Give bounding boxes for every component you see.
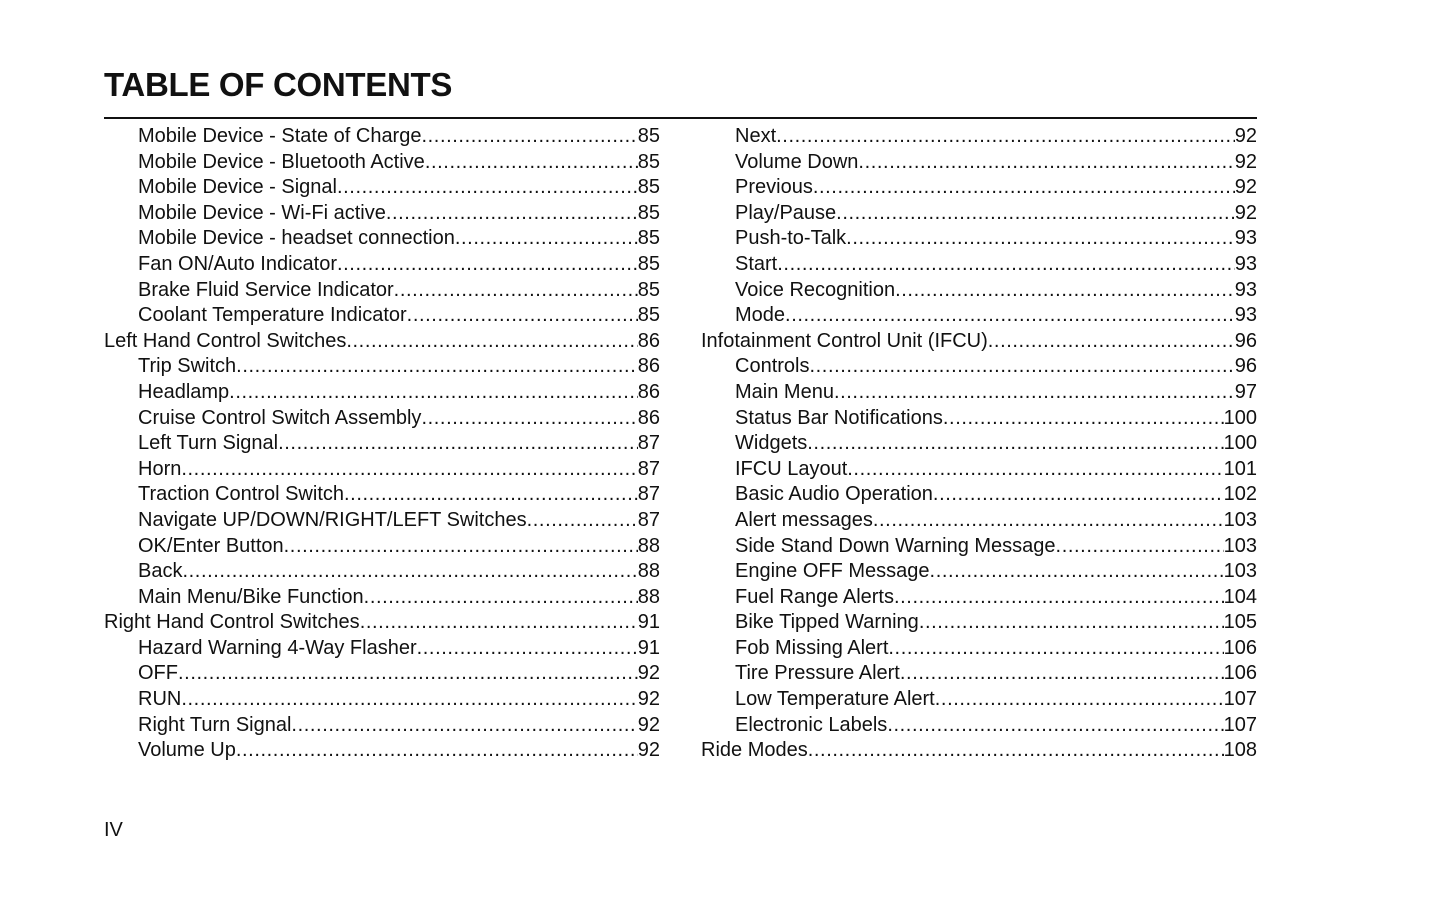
toc-entry-label: Widgets bbox=[735, 432, 808, 455]
toc-entry[interactable] bbox=[104, 124, 660, 150]
toc-entry-page: 100 bbox=[1223, 432, 1257, 455]
toc-entry-label: Trip Switch bbox=[138, 355, 237, 378]
toc-entry-page: 85 bbox=[637, 201, 660, 224]
toc-entry-label: Alert messages bbox=[735, 508, 873, 531]
toc-entry-label: Mode bbox=[735, 304, 786, 327]
toc-entry[interactable] bbox=[104, 534, 660, 560]
toc-dot-leader bbox=[181, 687, 637, 713]
toc-entry-label: OK/Enter Button bbox=[138, 534, 284, 557]
toc-entry-page: 92 bbox=[637, 688, 660, 711]
toc-dot-leader bbox=[229, 380, 638, 406]
toc-entry-page: 92 bbox=[1234, 176, 1257, 199]
toc-entry[interactable] bbox=[701, 226, 1257, 252]
toc-dot-leader bbox=[834, 380, 1235, 406]
toc-dot-leader bbox=[407, 303, 638, 329]
toc-entry-page: 85 bbox=[637, 304, 660, 327]
toc-dot-leader bbox=[417, 636, 638, 662]
toc-entry[interactable] bbox=[104, 508, 660, 534]
toc-entry[interactable] bbox=[104, 457, 660, 483]
toc-entry[interactable] bbox=[701, 124, 1257, 150]
toc-entry[interactable] bbox=[701, 738, 1257, 764]
toc-dot-leader bbox=[425, 150, 638, 176]
toc-entry-label: IFCU Layout bbox=[735, 457, 848, 480]
toc-entry-page: 86 bbox=[637, 355, 660, 378]
toc-entry-page: 92 bbox=[637, 662, 660, 685]
toc-entry-page: 93 bbox=[1234, 278, 1257, 301]
toc-entry[interactable] bbox=[701, 175, 1257, 201]
toc-dot-leader bbox=[846, 226, 1235, 252]
toc-entry-page: 86 bbox=[637, 380, 660, 403]
toc-dot-leader bbox=[181, 457, 637, 483]
toc-entry-label: Left Hand Control Switches bbox=[104, 329, 347, 352]
toc-entry-label: Right Turn Signal bbox=[138, 713, 292, 736]
toc-entry[interactable] bbox=[104, 354, 660, 380]
toc-entry[interactable] bbox=[104, 252, 660, 278]
toc-entry-label: Fuel Range Alerts bbox=[735, 585, 894, 608]
toc-entry-page: 85 bbox=[637, 278, 660, 301]
toc-dot-leader bbox=[337, 175, 638, 201]
toc-entry[interactable] bbox=[701, 278, 1257, 304]
toc-dot-leader bbox=[836, 201, 1235, 227]
toc-entry-page: 87 bbox=[637, 508, 660, 531]
toc-entry-label: Back bbox=[138, 560, 183, 583]
toc-dot-leader bbox=[527, 508, 638, 534]
toc-entry-label: Brake Fluid Service Indicator bbox=[138, 278, 394, 301]
toc-entry-page: 87 bbox=[637, 432, 660, 455]
toc-entry-label: Side Stand Down Warning Message bbox=[735, 534, 1056, 557]
toc-entry-page: 93 bbox=[1234, 252, 1257, 275]
toc-entry[interactable] bbox=[104, 226, 660, 252]
toc-entry-page: 97 bbox=[1234, 380, 1257, 403]
toc-dot-leader bbox=[421, 124, 637, 150]
toc-dot-leader bbox=[847, 457, 1223, 483]
toc-dot-leader bbox=[178, 661, 638, 687]
toc-entry-label: OFF bbox=[138, 662, 178, 685]
toc-entry[interactable] bbox=[701, 508, 1257, 534]
toc-entry-label: Status Bar Notifications bbox=[735, 406, 943, 429]
toc-dot-leader bbox=[813, 175, 1235, 201]
toc-dot-leader bbox=[935, 687, 1224, 713]
toc-dot-leader bbox=[808, 738, 1224, 764]
toc-right-column bbox=[701, 124, 1257, 764]
toc-entry[interactable] bbox=[701, 252, 1257, 278]
toc-entry-page: 103 bbox=[1223, 560, 1257, 583]
toc-dot-leader bbox=[933, 482, 1224, 508]
toc-entry-label: Headlamp bbox=[138, 380, 230, 403]
toc-entry[interactable] bbox=[701, 329, 1257, 355]
toc-entry-page: 91 bbox=[637, 636, 660, 659]
toc-entry-label: Start bbox=[735, 252, 778, 275]
toc-entry-page: 92 bbox=[1234, 125, 1257, 147]
toc-entry-page: 87 bbox=[637, 483, 660, 506]
toc-entry[interactable] bbox=[701, 201, 1257, 227]
toc-entry[interactable] bbox=[104, 661, 660, 687]
toc-entry-page: 88 bbox=[637, 585, 660, 608]
toc-entry-label: Fob Missing Alert bbox=[735, 636, 889, 659]
toc-entry[interactable] bbox=[701, 559, 1257, 585]
toc-entry-page: 96 bbox=[1234, 355, 1257, 378]
toc-entry[interactable] bbox=[701, 687, 1257, 713]
toc-entry-label: Horn bbox=[138, 457, 182, 480]
toc-entry-page: 91 bbox=[637, 611, 660, 634]
toc-entry[interactable] bbox=[104, 406, 660, 432]
toc-entry-label: Voice Recognition bbox=[735, 278, 896, 301]
toc-dot-leader bbox=[278, 431, 638, 457]
toc-entry-label: Push-to-Talk bbox=[735, 227, 847, 250]
toc-entry-label: Previous bbox=[735, 176, 813, 199]
toc-entry[interactable] bbox=[701, 150, 1257, 176]
toc-entry-page: 85 bbox=[637, 252, 660, 275]
toc-entry[interactable] bbox=[701, 457, 1257, 483]
toc-entry[interactable] bbox=[701, 636, 1257, 662]
toc-entry-label: Next bbox=[735, 125, 777, 147]
toc-entry[interactable] bbox=[104, 482, 660, 508]
toc-entry-label: Coolant Temperature Indicator bbox=[138, 304, 407, 327]
toc-dot-leader bbox=[284, 534, 638, 560]
toc-entry-label: Bike Tipped Warning bbox=[735, 611, 919, 634]
page-title: TABLE OF CONTENTS bbox=[104, 66, 453, 103]
toc-dot-leader bbox=[776, 124, 1235, 150]
toc-entry-label: Navigate UP/DOWN/RIGHT/LEFT Switches bbox=[138, 508, 527, 531]
toc-entry-page: 92 bbox=[637, 713, 660, 736]
toc-entry[interactable] bbox=[104, 278, 660, 304]
toc-entry[interactable] bbox=[104, 329, 660, 355]
toc-entry-label: Controls bbox=[735, 355, 810, 378]
toc-entry[interactable] bbox=[104, 201, 660, 227]
toc-dot-leader bbox=[421, 406, 637, 432]
toc-dot-leader bbox=[291, 713, 637, 739]
toc-dot-leader bbox=[894, 585, 1224, 611]
toc-dot-leader bbox=[1056, 534, 1224, 560]
toc-entry[interactable] bbox=[701, 380, 1257, 406]
toc-dot-leader bbox=[930, 559, 1224, 585]
toc-entry-page: 100 bbox=[1223, 406, 1257, 429]
toc-entry-page: 103 bbox=[1223, 508, 1257, 531]
toc-entry-label: Engine OFF Message bbox=[735, 560, 930, 583]
toc-entry-page: 108 bbox=[1223, 739, 1257, 762]
toc-dot-leader bbox=[858, 150, 1234, 176]
toc-entry-label: Electronic Labels bbox=[735, 713, 888, 736]
toc-entry-label: Hazard Warning 4-Way Flasher bbox=[138, 636, 417, 659]
toc-entry[interactable] bbox=[701, 661, 1257, 687]
toc-entry-label: Volume Down bbox=[735, 150, 859, 173]
toc-entry-page: 92 bbox=[1234, 150, 1257, 173]
toc-entry[interactable] bbox=[701, 534, 1257, 560]
toc-entry-page: 107 bbox=[1223, 713, 1257, 736]
toc-entry[interactable] bbox=[104, 175, 660, 201]
toc-dot-leader bbox=[386, 201, 638, 227]
toc-dot-leader bbox=[337, 252, 638, 278]
toc-left-column bbox=[104, 124, 660, 764]
toc-dot-leader bbox=[809, 354, 1234, 380]
toc-entry-label: Volume Up bbox=[138, 739, 236, 762]
toc-entry-label: Fan ON/Auto Indicator bbox=[138, 252, 337, 275]
toc-entry-label: Mobile Device - Signal bbox=[138, 176, 337, 199]
toc-dot-leader bbox=[919, 610, 1224, 636]
toc-entry-page: 88 bbox=[637, 534, 660, 557]
toc-entry[interactable] bbox=[701, 406, 1257, 432]
toc-entry-page: 85 bbox=[637, 125, 660, 147]
toc-entry[interactable] bbox=[701, 713, 1257, 739]
toc-entry-label: Main Menu bbox=[735, 380, 834, 403]
toc-entry-page: 103 bbox=[1223, 534, 1257, 557]
toc-entry[interactable] bbox=[701, 482, 1257, 508]
toc-entry-page: 102 bbox=[1223, 483, 1257, 506]
toc-dot-leader bbox=[873, 508, 1224, 534]
toc-dot-leader bbox=[895, 278, 1235, 304]
toc-dot-leader bbox=[807, 431, 1223, 457]
toc-dot-leader bbox=[887, 713, 1223, 739]
toc-entry-label: Cruise Control Switch Assembly bbox=[138, 406, 422, 429]
toc-entry-label: Basic Audio Operation bbox=[735, 483, 933, 506]
toc-entry-page: 92 bbox=[1234, 201, 1257, 224]
toc-entry-label: Low Temperature Alert bbox=[735, 688, 935, 711]
toc-entry-label: Mobile Device - State of Charge bbox=[138, 125, 422, 147]
toc-entry[interactable] bbox=[104, 687, 660, 713]
toc-entry-label: Tire Pressure Alert bbox=[735, 662, 900, 685]
toc-dot-leader bbox=[785, 303, 1235, 329]
toc-entry-page: 85 bbox=[637, 227, 660, 250]
toc-entry-page: 85 bbox=[637, 176, 660, 199]
toc-entry[interactable] bbox=[104, 636, 660, 662]
toc-entry-page: 88 bbox=[637, 560, 660, 583]
toc-entry-page: 93 bbox=[1234, 304, 1257, 327]
toc-dot-leader bbox=[394, 278, 638, 304]
toc-entry-label: Infotainment Control Unit (IFCU) bbox=[701, 329, 988, 352]
toc-dot-leader bbox=[988, 329, 1235, 355]
toc-entry-label: Mobile Device - Wi-Fi active bbox=[138, 201, 386, 224]
toc-entry[interactable] bbox=[104, 150, 660, 176]
toc-entry-label: Traction Control Switch bbox=[138, 483, 344, 506]
toc-entry-page: 105 bbox=[1223, 611, 1257, 634]
toc-entry-label: Main Menu/Bike Function bbox=[138, 585, 364, 608]
toc-dot-leader bbox=[360, 610, 638, 636]
toc-entry[interactable] bbox=[104, 713, 660, 739]
toc-entry[interactable] bbox=[701, 303, 1257, 329]
toc-dot-leader bbox=[777, 252, 1235, 278]
toc-entry-page: 106 bbox=[1223, 636, 1257, 659]
toc-dot-leader bbox=[943, 406, 1224, 432]
toc-entry[interactable] bbox=[701, 431, 1257, 457]
toc-dot-leader bbox=[236, 738, 638, 764]
toc-entry-page: 86 bbox=[637, 406, 660, 429]
toc-entry-page: 101 bbox=[1223, 457, 1257, 480]
toc-dot-leader bbox=[344, 482, 638, 508]
toc-entry-page: 93 bbox=[1234, 227, 1257, 250]
toc-entry[interactable] bbox=[104, 610, 660, 636]
toc-entry[interactable] bbox=[701, 585, 1257, 611]
toc-dot-leader bbox=[346, 329, 637, 355]
toc-entry[interactable] bbox=[104, 303, 660, 329]
page-number: IV bbox=[104, 819, 123, 841]
toc-dot-leader bbox=[888, 636, 1223, 662]
toc-entry-label: Mobile Device - headset connection bbox=[138, 227, 455, 250]
toc-dot-leader bbox=[455, 226, 638, 252]
toc-entry[interactable] bbox=[701, 354, 1257, 380]
toc-dot-leader bbox=[182, 559, 637, 585]
toc-entry-label: RUN bbox=[138, 688, 182, 711]
toc-entry-label: Left Turn Signal bbox=[138, 432, 279, 455]
toc-entry[interactable] bbox=[701, 610, 1257, 636]
toc-dot-leader bbox=[364, 585, 638, 611]
toc-entry-page: 87 bbox=[637, 457, 660, 480]
toc-entry[interactable] bbox=[104, 585, 660, 611]
title-divider bbox=[104, 117, 1257, 119]
toc-entry-label: Ride Modes bbox=[701, 739, 808, 762]
toc-entry-page: 107 bbox=[1223, 688, 1257, 711]
toc-entry-page: 85 bbox=[637, 150, 660, 173]
toc-entry-label: Right Hand Control Switches bbox=[104, 611, 360, 634]
toc-entry[interactable] bbox=[104, 738, 660, 764]
toc-entry[interactable] bbox=[104, 380, 660, 406]
toc-dot-leader bbox=[236, 354, 638, 380]
toc-entry-page: 104 bbox=[1223, 585, 1257, 608]
toc-entry-label: Play/Pause bbox=[735, 201, 837, 224]
toc-entry-page: 96 bbox=[1234, 329, 1257, 352]
toc-entry[interactable] bbox=[104, 431, 660, 457]
toc-entry[interactable] bbox=[104, 559, 660, 585]
toc-dot-leader bbox=[900, 661, 1224, 687]
toc-entry-page: 106 bbox=[1223, 662, 1257, 685]
toc-entry-page: 86 bbox=[637, 329, 660, 352]
toc-entry-page: 92 bbox=[637, 739, 660, 762]
toc-entry-label: Mobile Device - Bluetooth Active bbox=[138, 150, 425, 173]
